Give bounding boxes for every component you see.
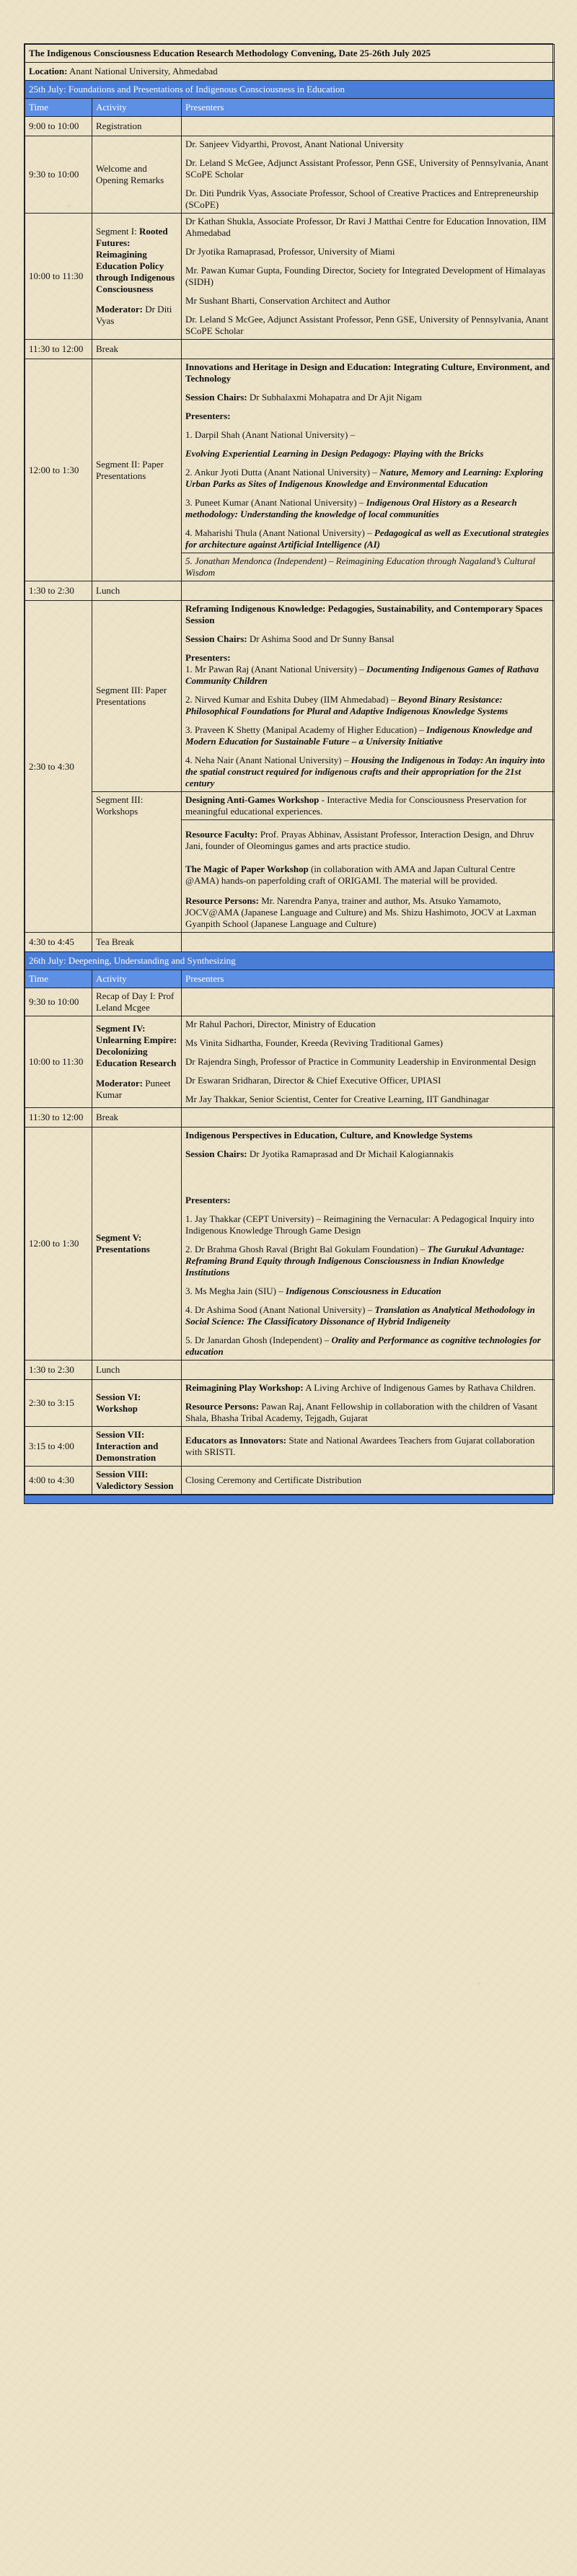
time-cell: 11:30 to 12:00	[25, 1108, 92, 1127]
time-cell: 9:30 to 10:00	[25, 988, 92, 1016]
presentation-author: 4. Dr Ashima Sood (Anant National University) –	[185, 1304, 375, 1315]
time-cell: 4:30 to 4:45	[25, 933, 92, 952]
col-time: Time	[25, 970, 92, 988]
presentation-author: 1. Darpil Shah (Anant National University) –	[185, 429, 356, 440]
time-cell: 2:30 to 4:30	[25, 601, 92, 933]
presenters-cell	[182, 1427, 555, 1467]
presentation-title: Indigenous Oral History as a Research methodology: Understanding the knowledge of local communities	[185, 497, 517, 519]
workshop-heading: The Magic of Paper Workshop	[185, 863, 309, 874]
presentation-author: 4. Neha Nair (Anant National University) –	[185, 755, 351, 765]
presentation-title: Pedagogical as well as Executional strategies for architecture against Artificial Intelligence (AI)	[185, 527, 550, 550]
presentation-author: 5. Dr Janardan Ghosh (Independent) –	[185, 1335, 332, 1345]
resource-persons: Mr. Narendra Panya, trainer and author, Ms. Atsuko Yamamoto, JOCV@AMA (Japanese Language and Culture) and Ms. Shizu Hashimoto, JOCV at Laxman Gyanpith School (Japanese Language and Culture)	[185, 895, 537, 929]
table-row	[25, 988, 555, 1016]
day2-header: 26th July: Deepening, Understanding and Synthesizing	[25, 952, 555, 970]
moderator-label: Moderator:	[96, 1078, 143, 1089]
workshop-block	[182, 792, 554, 820]
activity-cell: Segment III: Workshops	[92, 792, 182, 933]
activity-cell	[92, 214, 182, 340]
presenter: Dr. Leland S McGee, Adjunct Assistant Professor, Penn GSE, University of Pennsylvania, Anant SCoPE Scholar	[185, 314, 549, 336]
presenters-label: Presenters:	[185, 652, 231, 663]
table-row	[25, 1016, 555, 1108]
chairs: Dr Jyotika Ramaprasad and Dr Michail Kalogiannakis	[247, 1148, 454, 1159]
workshop-block	[182, 820, 554, 932]
presentation-author: 2. Dr Brahma Ghosh Raval (Bright Bal Gokulam Foundation) –	[185, 1244, 428, 1254]
presenters-cell	[182, 1127, 555, 1360]
chairs: Dr Ashima Sood and Dr Sunny Bansal	[247, 633, 395, 644]
presenters-cell	[182, 933, 555, 952]
time-cell: 12:00 to 1:30	[25, 359, 92, 581]
presentation-title: Housing the Indigenous in Today: An inquiry into the spatial construct required for indigenous crafts and their appropriation for the 21st century	[185, 755, 545, 788]
time-cell: 1:30 to 2:30	[25, 1360, 92, 1380]
workshop-text: A Living Archive of Indigenous Games by Rathava Children.	[303, 1382, 536, 1393]
time-cell: 4:00 to 4:30	[25, 1467, 92, 1495]
col-activity: Activity	[92, 970, 182, 988]
workshop-text: (in collaboration with AMA and Japan Cultural Centre @AMA) hands-on paperfolding craft of ORIGAMI. The material will be provided.	[185, 863, 516, 886]
moderator: Dr Diti Vyas	[96, 304, 172, 326]
presenter: Ms Vinita Sidhartha, Founder, Kreeda (Reviving Traditional Games)	[185, 1037, 443, 1048]
presentation-title: Beyond Binary Resistance: Philosophical Foundations for Plural and Adaptive Indigenous Knowledge Systems	[185, 694, 508, 716]
presenters-cell	[182, 1380, 555, 1427]
chairs-label: Session Chairs:	[185, 633, 247, 644]
location	[25, 63, 555, 81]
table-row	[25, 117, 555, 136]
col-activity: Activity	[92, 99, 182, 117]
presentation-title: The Gurukul Advantage: Reframing Brand Equity through Indigenous Consciousness in Indian Knowledge Institutions	[185, 1244, 525, 1278]
presenter: Mr Rahul Pachori, Director, Ministry of Education	[185, 1019, 376, 1029]
activity-cell: Break	[92, 1108, 182, 1127]
activity-cell: Segment V: Presentations	[92, 1127, 182, 1360]
day1-header: 25th July: Foundations and Presentations of Indigenous Consciousness in Education	[25, 81, 555, 99]
presentation-title: Evolving Experiential Learning in Design Pedagogy: Playing with the Bricks	[185, 448, 484, 459]
col-presenters: Presenters	[182, 99, 555, 117]
presentation-author: 3. Praveen K Shetty (Manipal Academy of Higher Education) –	[185, 724, 426, 735]
presenters-cell: Closing Ceremony and Certificate Distribution	[182, 1467, 555, 1495]
time-cell: 3:15 to 4:00	[25, 1427, 92, 1467]
presenters-cell	[182, 1108, 555, 1127]
moderator: Puneet Kumar	[96, 1078, 171, 1100]
time-cell: 9:00 to 10:00	[25, 117, 92, 136]
presenters-label: Presenters:	[185, 410, 231, 421]
agenda-table	[25, 44, 555, 1495]
presenters-cell	[182, 214, 555, 340]
table-row	[25, 136, 555, 214]
presenters-cell	[182, 988, 555, 1016]
location-value: Anant National University, Ahmedabad	[67, 66, 218, 76]
presenters-cell	[182, 792, 555, 933]
col-time: Time	[25, 99, 92, 117]
segment-title: Segment IV: Unlearning Empire: Decolonizing Education Research	[96, 1023, 177, 1068]
presentation-title: Nature, Memory and Learning: Exploring Urban Parks as Sites of Indigenous Knowledge and Environmental Education	[185, 467, 544, 489]
activity-cell: Break	[92, 340, 182, 359]
presenter: Dr Eswaran Sridharan, Director & Chief Executive Officer, UPIASI	[185, 1075, 441, 1086]
chairs-label: Session Chairs:	[185, 1148, 247, 1159]
presenters-cell	[182, 117, 555, 136]
resource-faculty-label: Resource Faculty:	[185, 829, 258, 840]
table-row	[25, 1427, 555, 1467]
activity-cell: Segment III: Paper Presentations	[92, 601, 182, 792]
session-heading: Reframing Indigenous Knowledge: Pedagogies, Sustainability, and Contemporary Spaces Session	[185, 603, 543, 625]
time-cell: 1:30 to 2:30	[25, 581, 92, 601]
workshop-heading: Reimagining Play Workshop:	[185, 1382, 304, 1393]
resource-persons-label: Resource Persons:	[185, 1401, 259, 1412]
presentation-item: 1. Jay Thakkar (CEPT University) – Reimagining the Vernacular: A Pedagogical Inquiry into Indigenous Knowledge Through Game Design	[185, 1213, 534, 1236]
time-cell: 10:00 to 11:30	[25, 214, 92, 340]
presenter: Dr. Leland S McGee, Adjunct Assistant Professor, Penn GSE, University of Pennsylvania, Anant SCoPE Scholar	[185, 157, 549, 180]
presentation-author: 4. Maharishi Thula (Anant National University) –	[185, 527, 374, 538]
table-row	[25, 1380, 555, 1427]
resource-persons-label: Resource Persons:	[185, 895, 259, 906]
presenters-cell	[182, 601, 555, 792]
session-block	[182, 359, 554, 553]
presenter: Mr. Pawan Kumar Gupta, Founding Director, Society for Integrated Development of Himalayas (SIDH)	[185, 265, 546, 287]
presentation-author: 2. Nirved Kumar and Eshita Dubey (IIM Ahmedabad) –	[185, 694, 398, 705]
activity-cell: Tea Break	[92, 933, 182, 952]
chairs: Dr Subhalaxmi Mohapatra and Dr Ajit Nigam	[247, 392, 422, 403]
presenters-cell	[182, 1016, 555, 1108]
activity-cell: Welcome and Opening Remarks	[92, 136, 182, 214]
presentation-title: Orality and Performance as cognitive technologies for education	[185, 1335, 541, 1357]
presenters-cell	[182, 1360, 555, 1380]
session-heading: Educators as Innovators:	[185, 1435, 287, 1446]
presenters-cell	[182, 340, 555, 359]
activity-cell: Registration	[92, 117, 182, 136]
presenters-cell	[182, 136, 555, 214]
presenters-cell	[182, 359, 555, 581]
location-label: Location:	[29, 66, 68, 76]
table-row	[25, 581, 555, 601]
resource-faculty: Prof. Prayas Abhinav, Assistant Professor, Interaction Design, and Dhruv Jani, founder of Oleomingus games and arts practice studio.	[185, 829, 534, 851]
presenters-label: Presenters:	[185, 1195, 231, 1205]
presenter: Mr Jay Thakkar, Senior Scientist, Center for Creative Learning, IIT Gandhinagar	[185, 1094, 490, 1104]
table-row	[25, 214, 555, 340]
presentation-title: Documenting Indigenous Games of Rathava Community Children	[185, 664, 539, 686]
chairs-label: Session Chairs:	[185, 392, 247, 403]
agenda-document	[24, 43, 553, 1504]
col-presenters: Presenters	[182, 970, 555, 988]
time-cell: 12:00 to 1:30	[25, 1127, 92, 1360]
activity-cell: Recap of Day I: Prof Leland Mcgee	[92, 988, 182, 1016]
presentation-title: Translation as Analytical Methodology in Social Science: The Classificatory Dissonance of Hybrid Indigeneity	[185, 1304, 535, 1327]
presentation-author: 2. Ankur Jyoti Dutta (Anant National University) –	[185, 467, 379, 478]
table-row	[25, 792, 555, 933]
time-cell: 11:30 to 12:00	[25, 340, 92, 359]
presenter: Dr Jyotika Ramaprasad, Professor, University of Miami	[185, 246, 395, 257]
presentation-title: Indigenous Consciousness in Education	[286, 1285, 441, 1296]
footer-band	[25, 1495, 552, 1503]
table-row	[25, 1467, 555, 1495]
activity-cell	[92, 1016, 182, 1108]
presentation-author: 1. Mr Pawan Raj (Anant National University) –	[185, 664, 366, 674]
workshop-text: - Interactive Media for Consciousness Preservation for meaningful educational experiences.	[185, 794, 527, 817]
activity-cell: Segment II: Paper Presentations	[92, 359, 182, 581]
resource-persons: Pawan Raj, Anant Fellowship in collaboration with the children of Vasant Shala, Bhasha Tribal Academy, Tejgadh, Gujarat	[185, 1401, 538, 1423]
table-row	[25, 359, 555, 581]
activity-cell: Session VIII: Valedictory Session	[92, 1467, 182, 1495]
table-row	[25, 1127, 555, 1360]
document-title: The Indigenous Consciousness Education Research Methodology Convening, Date 25-26th July 2025	[25, 45, 555, 63]
time-cell: 10:00 to 11:30	[25, 1016, 92, 1108]
presenters-cell	[182, 581, 555, 601]
session-block	[182, 553, 554, 581]
activity-cell: Session VI: Workshop	[92, 1380, 182, 1427]
time-cell: 2:30 to 3:15	[25, 1380, 92, 1427]
presentation-author: 3. Puneet Kumar (Anant National University) –	[185, 497, 366, 508]
presentation-author: 3. Ms Megha Jain (SIU) –	[185, 1285, 286, 1296]
time-cell: 9:30 to 10:00	[25, 136, 92, 214]
table-row	[25, 1360, 555, 1380]
table-row	[25, 601, 555, 792]
presentation-item: 5. Jonathan Mendonca (Independent) – Reimagining Education through Nagaland’s Cultural Wisdom	[185, 555, 536, 578]
presenter: Dr. Diti Pundrik Vyas, Associate Professor, School of Creative Practices and Entrepreneurship (SCoPE)	[185, 188, 539, 210]
presenter: Dr Rajendra Singh, Professor of Practice in Community Leadership in Environmental Design	[185, 1056, 536, 1067]
moderator-label: Moderator:	[96, 304, 143, 315]
activity-cell: Lunch	[92, 581, 182, 601]
presenter: Dr. Sanjeev Vidyarthi, Provost, Anant National University	[185, 139, 404, 149]
session-text: State and National Awardees Teachers from Gujarat collaboration with SRISTI.	[185, 1435, 535, 1457]
presenter: Mr Sushant Bharti, Conservation Architect and Author	[185, 295, 391, 306]
activity-cell: Session VII: Interaction and Demonstration	[92, 1427, 182, 1467]
session-heading: Innovations and Heritage in Design and Education: Integrating Culture, Environment, and Technology	[185, 361, 550, 384]
activity-cell: Lunch	[92, 1360, 182, 1380]
workshop-heading: Designing Anti-Games Workshop	[185, 794, 320, 805]
table-row	[25, 1108, 555, 1127]
presenter: Dr Kathan Shukla, Associate Professor, Dr Ravi J Matthai Centre for Education Innovation, IIM Ahmedabad	[185, 216, 547, 238]
segment-number: Segment I:	[96, 226, 139, 237]
presentation-title: Indigenous Knowledge and Modern Education for Sustainable Future – a University Initiative	[185, 724, 532, 747]
table-row	[25, 933, 555, 952]
table-row	[25, 340, 555, 359]
session-heading: Indigenous Perspectives in Education, Culture, and Knowledge Systems	[185, 1130, 473, 1140]
segment-title: Rooted Futures: Reimagining Education Policy through Indigenous Consciousness	[96, 226, 175, 294]
